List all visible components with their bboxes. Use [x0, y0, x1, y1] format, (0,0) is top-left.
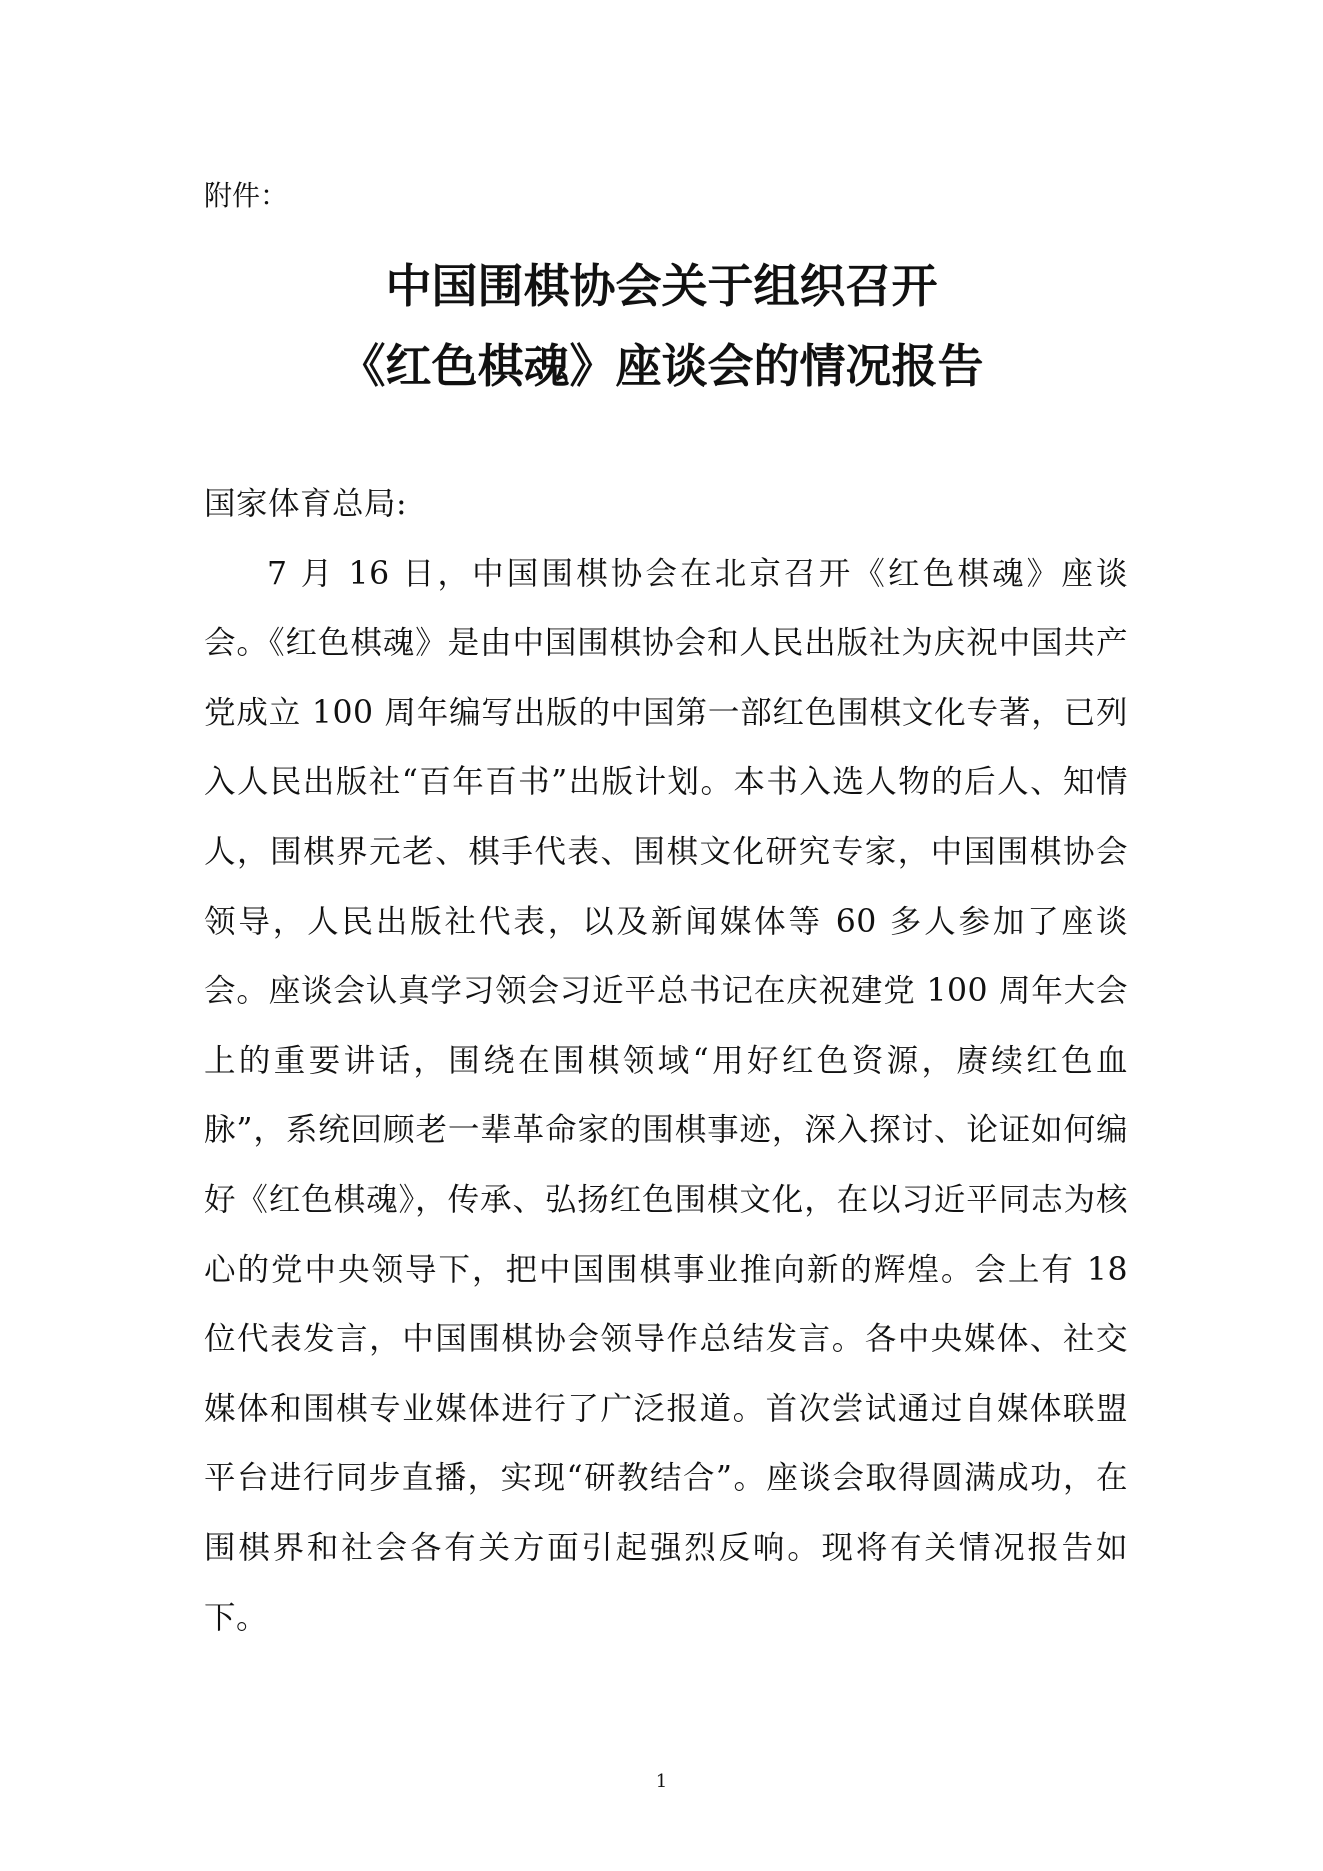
title-line-2: 《红色棋魂》座谈会的情况报告 — [339, 339, 984, 393]
page-number: 1 — [655, 1771, 668, 1792]
body-paragraph: 7 月 16 日，中国围棋协会在北京召开《红色棋魂》座谈会。《红色棋魂》是由中国围棋协会和人民出版社为庆祝中国共产党成立 100 周年编写出版的中国第一部红色围棋文化专著，已列入人民出版社“百年百书”出版计划。本书入选人物的后人、知情人，围棋界元老、棋手代表、围棋文化研究专家，中国围棋协会领导，人民出版社代表，以及新闻媒体等 60 多人参加了座谈会。座谈会认真学习领会习近平总书记在庆祝建党 100 周年大会上的重要讲话，围绕在围棋领域“用好红色资源，赓续红色血脉”，系统回顾老一辈革命家的围棋事迹，深入探讨、论证如何编好《红色棋魂》，传承、弘扬红色围棋文化，在以习近平同志为核心的党中央领导下，把中国围棋事业推向新的辉煌。会上有 18 位代表发言，中国围棋协会领导作总结发言。各中央媒体、社交媒体和围棋专业媒体进行了广泛报道。首次尝试通过自媒体联盟平台进行同步直播，实现“研教结合”。座谈会取得圆满成功，在围棋界和社会各有关方面引起强烈反响。现将有关情况报告如下。 — [204, 555, 1128, 1636]
attachment-label: 附件： — [204, 179, 289, 212]
title-line-1: 中国围棋协会关于组织召开 — [385, 259, 938, 313]
document-body — [204, 470, 1128, 1653]
salutation: 国家体育总局: — [204, 486, 408, 522]
document-title — [180, 246, 1143, 406]
